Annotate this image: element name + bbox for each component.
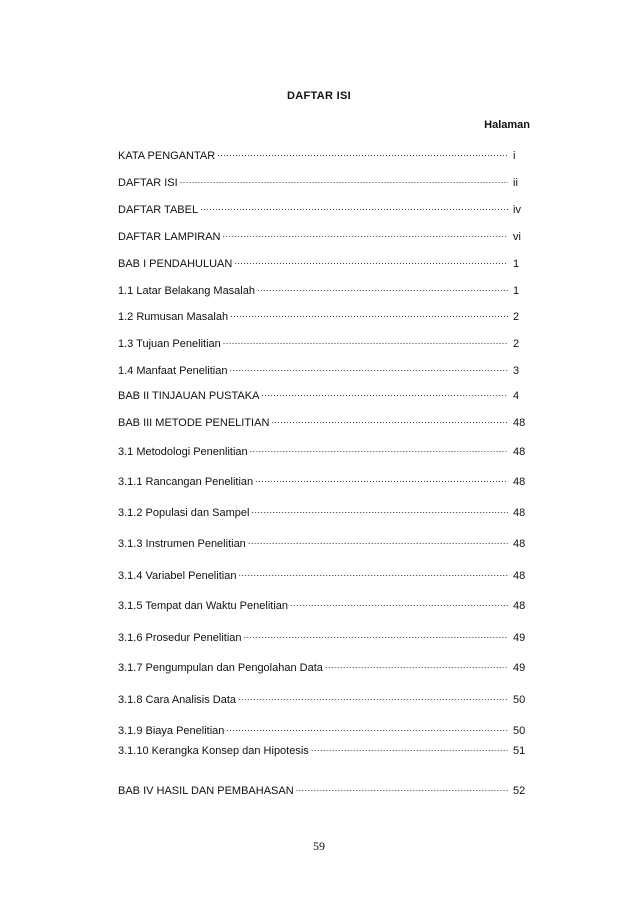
toc-leader-dots xyxy=(217,145,508,159)
toc-row xyxy=(118,740,531,758)
page-number: 59 xyxy=(313,839,325,853)
toc-leader-dots xyxy=(238,565,508,579)
toc-leader-dots xyxy=(311,740,508,754)
toc-row xyxy=(118,689,531,707)
toc-entry-label: DAFTAR LAMPIRAN xyxy=(118,231,221,243)
toc-entry-label: 3.1.10 Kerangka Konsep dan Hipotesis xyxy=(118,745,309,757)
toc-row xyxy=(118,145,531,163)
toc-entry-page: 51 xyxy=(513,745,526,757)
toc-entry-page: vi xyxy=(513,231,521,243)
toc-row xyxy=(118,360,531,378)
toc-entry-page: 50 xyxy=(513,694,526,706)
toc-row xyxy=(118,533,531,551)
toc-entry-label: 3.1 Metodologi Penenlitian xyxy=(118,446,248,458)
toc-entry-label: 3.1.1 Rancangan Penelitian xyxy=(118,476,254,488)
toc-entry-label: DAFTAR ISI xyxy=(118,177,178,189)
toc-row xyxy=(118,780,531,798)
page-column-label: Halaman xyxy=(484,119,530,131)
toc-entry-label: 3.1.7 Pengumpulan dan Pengolahan Data xyxy=(118,662,323,674)
toc-leader-dots xyxy=(251,502,508,516)
toc-leader-dots xyxy=(244,627,508,641)
toc-row xyxy=(118,306,531,324)
toc-entry-label: 3.1.6 Prosedur Penelitian xyxy=(118,632,242,644)
toc-entry-label: 3.1.8 Cara Analisis Data xyxy=(118,694,237,706)
toc-row xyxy=(118,565,531,583)
toc-leader-dots xyxy=(250,441,508,455)
toc-entry-page: 48 xyxy=(513,600,526,612)
toc-entry-page: 48 xyxy=(513,570,526,582)
toc-row xyxy=(118,226,531,244)
page-title: DAFTAR ISI xyxy=(287,90,351,102)
toc-row xyxy=(118,595,531,613)
toc-row xyxy=(118,412,531,430)
toc-row xyxy=(118,471,531,489)
toc-entry-page: ii xyxy=(513,177,518,189)
toc-leader-dots xyxy=(238,689,508,703)
toc-entry-label: 3.1.3 Instrumen Penelitian xyxy=(118,538,246,550)
toc-entry-label: BAB IV HASIL DAN PEMBAHASAN xyxy=(118,785,294,797)
toc-leader-dots xyxy=(271,412,508,426)
toc-leader-dots xyxy=(325,657,508,671)
toc-leader-dots xyxy=(248,533,508,547)
toc-leader-dots xyxy=(222,226,508,240)
toc-row xyxy=(118,385,531,403)
toc-entry-label: 1.1 Latar Belakang Masalah xyxy=(118,285,255,297)
toc-entry-page: 1 xyxy=(513,285,520,297)
toc-entry-page: i xyxy=(513,150,516,162)
toc-entry-page: 48 xyxy=(513,417,526,429)
toc-leader-dots xyxy=(223,333,508,347)
toc-entry-label: 3.1.4 Variabel Penelitian xyxy=(118,570,237,582)
toc-entry-page: 48 xyxy=(513,507,526,519)
toc-entry-label: BAB I PENDAHULUAN xyxy=(118,258,233,270)
toc-row xyxy=(118,502,531,520)
toc-entry-page: 48 xyxy=(513,538,526,550)
toc-entry-page: 3 xyxy=(513,365,520,377)
toc-entry-page: 52 xyxy=(513,785,526,797)
toc-entry-page: iv xyxy=(513,204,521,216)
toc-entry-label: 1.3 Tujuan Penelitian xyxy=(118,338,221,350)
toc-entry-label: 1.4 Manfaat Penelitian xyxy=(118,365,228,377)
toc-entry-label: 3.1.2 Populasi dan Sampel xyxy=(118,507,250,519)
toc-row xyxy=(118,280,531,298)
toc-entry-label: BAB II TINJAUAN PUSTAKA xyxy=(118,390,260,402)
toc-row xyxy=(118,199,531,217)
toc-entry-page: 50 xyxy=(513,725,526,737)
toc-entry-page: 48 xyxy=(513,476,526,488)
toc-leader-dots xyxy=(234,253,508,267)
toc-row xyxy=(118,627,531,645)
toc-entry-label: 3.1.5 Tempat dan Waktu Penelitian xyxy=(118,600,288,612)
toc-row xyxy=(118,720,531,738)
toc-row xyxy=(118,253,531,271)
toc-leader-dots xyxy=(255,471,508,485)
toc-leader-dots xyxy=(229,360,508,374)
toc-entry-label: 1.2 Rumusan Masalah xyxy=(118,311,229,323)
toc-leader-dots xyxy=(257,280,508,294)
toc-entry-page: 4 xyxy=(513,390,520,402)
toc-entry-label: BAB III METODE PENELITIAN xyxy=(118,417,270,429)
toc-entry-label: DAFTAR TABEL xyxy=(118,204,199,216)
toc-entry-label: 3.1.9 Biaya Penelitian xyxy=(118,725,225,737)
toc-entry-page: 49 xyxy=(513,632,526,644)
toc-leader-dots xyxy=(226,720,508,734)
toc-leader-dots xyxy=(180,172,508,186)
toc-leader-dots xyxy=(296,780,508,794)
toc-leader-dots xyxy=(261,385,508,399)
toc-row xyxy=(118,333,531,351)
toc-entry-page: 49 xyxy=(513,662,526,674)
toc-entry-label: KATA PENGANTAR xyxy=(118,150,216,162)
toc-leader-dots xyxy=(200,199,508,213)
toc-entry-page: 1 xyxy=(513,258,520,270)
toc-row xyxy=(118,657,531,675)
toc-entry-page: 48 xyxy=(513,446,526,458)
toc-entry-page: 2 xyxy=(513,338,520,350)
toc-leader-dots xyxy=(290,595,508,609)
toc-row xyxy=(118,441,531,459)
table-of-contents xyxy=(118,0,531,903)
toc-row xyxy=(118,172,531,190)
toc-entry-page: 2 xyxy=(513,311,520,323)
toc-leader-dots xyxy=(230,306,508,320)
